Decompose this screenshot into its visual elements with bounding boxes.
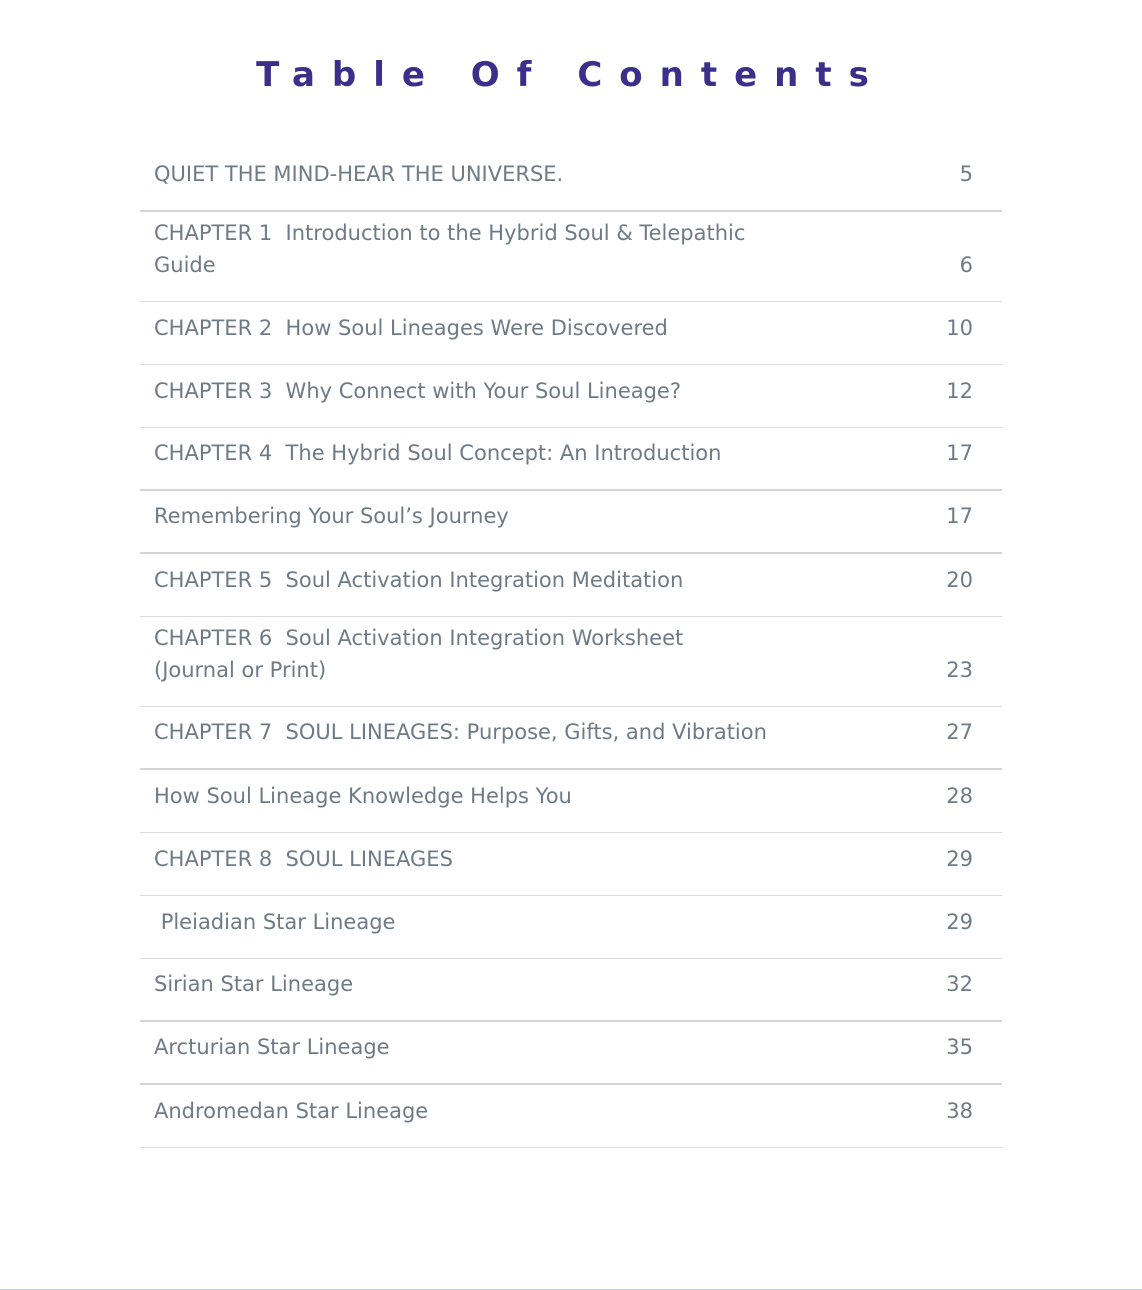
toc-row[interactable] [140,617,1002,707]
toc-page-number: 29 [946,910,973,934]
toc-entry-title: Remembering Your Soul’s Journey [154,504,509,528]
toc-entry-title: Pleiadian Star Lineage [154,910,396,934]
toc-page-number: 35 [946,1035,973,1059]
toc-entry-title: How Soul Lineage Knowledge Helps You [154,784,572,808]
toc-row[interactable] [140,491,1002,554]
toc-entry-title: Sirian Star Lineage [154,972,354,996]
toc-page-number: 17 [946,441,973,465]
toc-page-number: 6 [959,253,973,277]
toc-page-number: 27 [946,720,973,744]
toc-entry-title: CHAPTER 8 SOUL LINEAGES [154,847,453,871]
toc-row[interactable] [140,1085,1002,1148]
toc-row[interactable] [140,1022,1002,1085]
toc-row[interactable] [140,770,1002,833]
toc-page-number: 12 [946,379,973,403]
toc-page-number: 32 [946,972,973,996]
toc-entry-title: Arcturian Star Lineage [154,1035,390,1059]
toc-entry-title: CHAPTER 2 How Soul Lineages Were Discovered [154,316,668,340]
toc-entry-title: CHAPTER 7 SOUL LINEAGES: Purpose, Gifts, and Vibration [154,720,767,744]
toc-entry-title: CHAPTER 3 Why Connect with Your Soul Lineage? [154,379,681,403]
toc-row[interactable] [140,707,1002,770]
toc-entry-title: CHAPTER 5 Soul Activation Integration Meditation [154,568,684,592]
toc-row[interactable] [140,428,1002,491]
toc-entry-title: CHAPTER 6 Soul Activation Integration Worksheet (Journal or Print) [154,626,684,682]
toc-page-number: 5 [959,162,973,186]
table-of-contents [140,148,1002,1148]
toc-row[interactable] [140,896,1002,959]
toc-row[interactable] [140,833,1002,896]
toc-page-number: 10 [946,316,973,340]
toc-entry-title: Andromedan Star Lineage [154,1099,429,1123]
toc-row[interactable] [140,302,1002,365]
toc-page-number: 29 [946,847,973,871]
toc-page-number: 23 [946,658,973,682]
toc-row[interactable] [140,148,1002,212]
toc-entry-title: CHAPTER 4 The Hybrid Soul Concept: An Introduction [154,441,722,465]
toc-page-number: 17 [946,504,973,528]
toc-page-number: 38 [946,1099,973,1123]
toc-row[interactable] [140,554,1002,617]
toc-page-number: 28 [946,784,973,808]
toc-row[interactable] [140,365,1002,428]
toc-row[interactable] [140,959,1002,1022]
toc-entry-title: CHAPTER 1 Introduction to the Hybrid Soul & Telepathic Guide [154,221,746,277]
toc-entry-title: QUIET THE MIND-HEAR THE UNIVERSE. [154,162,564,186]
page-title: Table Of Contents [256,55,886,95]
toc-page-number: 20 [946,568,973,592]
toc-row[interactable] [140,212,1002,302]
